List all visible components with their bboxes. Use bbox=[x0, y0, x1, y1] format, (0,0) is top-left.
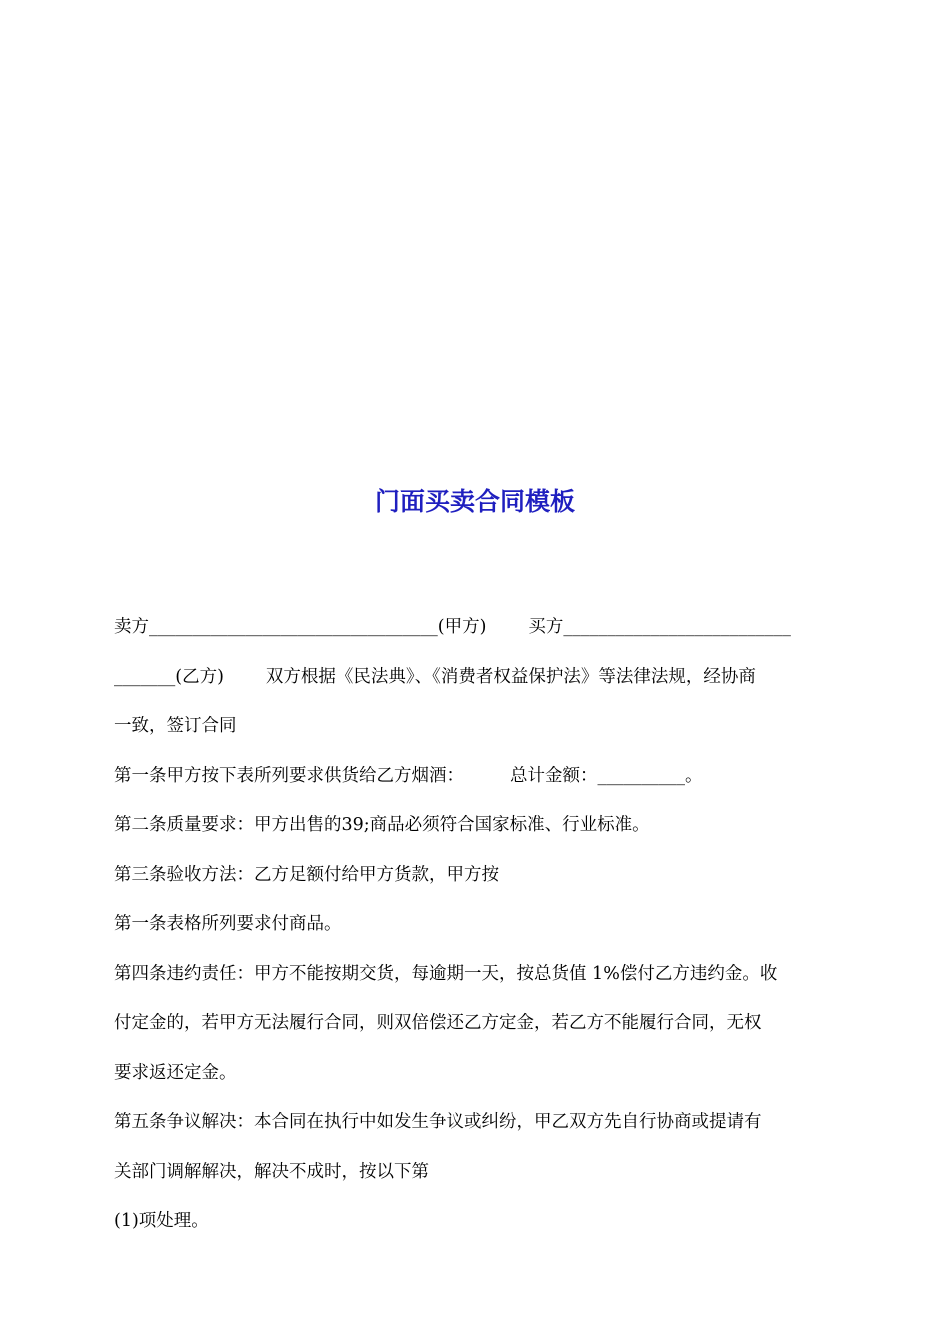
article-5-option: (1)项处理。 bbox=[114, 1211, 209, 1231]
buyer-party-label: _______(乙方) bbox=[114, 666, 224, 687]
article-5-continuation: 关部门调解解决，解决不成时，按以下第 bbox=[114, 1161, 429, 1182]
document-title: 门面买卖合同模板 bbox=[374, 487, 575, 516]
article-4-continuation: 付定金的，若甲方无法履行合同，则双倍偿还乙方定金，若乙方不能履行合同，无权 bbox=[114, 1013, 762, 1033]
paragraph-line: 一致，签订合同 bbox=[114, 716, 237, 736]
article-3-continuation: 第一条表格所列要求付商品。 bbox=[114, 914, 342, 934]
agreement-line bbox=[114, 653, 838, 703]
article-1-text: 第一条甲方按下表所列要求供货给乙方烟酒： bbox=[114, 765, 464, 786]
article-4-end: 要求返还定金。 bbox=[114, 1062, 237, 1083]
article-5-line: 第五条争议解决：本合同在执行中如发生争议或纠纷，甲乙双方先自行协商或提请有 bbox=[114, 1112, 762, 1132]
article-2-line: 第二条质量要求：甲方出售的39;商品必须符合国家标准、行业标准。 bbox=[114, 815, 650, 835]
contract-body bbox=[114, 603, 838, 1247]
article-3-line: 第三条验收方法：乙方足额付给甲方货款，甲方按 bbox=[114, 864, 499, 885]
buyer-field: 买方__________________________ bbox=[528, 617, 791, 637]
article-4-line: 第四条违约责任：甲方不能按期交货，每逾期一天，按总货值 1%偿付乙方违约金。收 bbox=[114, 963, 778, 984]
legal-basis-text: 双方根据《民法典》、《消费者权益保护法》等法律法规，经协商 bbox=[265, 666, 756, 687]
article-1-line bbox=[114, 752, 838, 802]
total-amount-field: 总计金额：__________。 bbox=[510, 765, 703, 786]
parties-line bbox=[114, 603, 838, 653]
seller-field: 卖方_________________________________(甲方) bbox=[114, 617, 487, 637]
